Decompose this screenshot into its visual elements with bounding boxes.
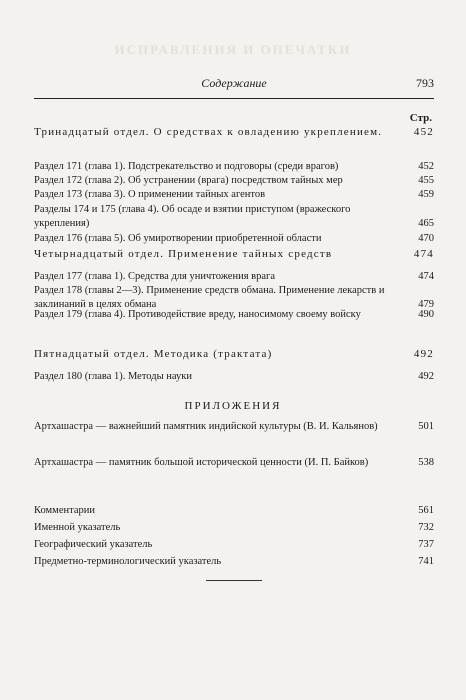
toc-entry[interactable] [34, 420, 434, 434]
toc-section-title: Четырнадцатый отдел. Применение тайных средств 474 [34, 248, 434, 260]
toc-entry-title: Разделы 174 и 175 (глава 4). Об осаде и взятии приступом (вражеского укрепления) [34, 204, 351, 229]
toc-entry[interactable] [34, 188, 434, 202]
toc-page-ref: 732 [418, 522, 434, 533]
toc-section-heading[interactable] [34, 126, 434, 140]
header-rule [34, 98, 434, 99]
toc-entry-title: Раздел 178 (главы 2—3). Применение средств обмана. Применение лекарств и заклинаний в целях обмана [34, 285, 385, 310]
toc-entry[interactable] [34, 504, 434, 518]
toc-entry[interactable] [34, 232, 434, 246]
appendices-heading: ПРИЛОЖЕНИЯ [184, 400, 282, 412]
toc-entry[interactable] [34, 270, 434, 284]
toc-entry-title: Раздел 176 (глава 5). Об умиротворении приобретенной области [34, 233, 322, 244]
toc-entry[interactable] [34, 203, 434, 230]
toc-page-ref: 474 [418, 271, 434, 282]
toc-entry-title: Раздел 172 (глава 2). Об устранении (врага) посредством тайных мер [34, 175, 343, 186]
toc-entry-title: Артхашастра — памятник большой исторической ценности (И. П. Байков) [34, 457, 369, 468]
toc-section-heading[interactable] [34, 348, 434, 362]
toc-page-ref: 474 [413, 248, 434, 260]
toc-entry[interactable] [34, 456, 434, 470]
toc-section-heading[interactable] [34, 248, 434, 262]
toc-page-ref: 490 [418, 309, 434, 320]
toc-entry-title: Именной указатель [34, 522, 121, 533]
toc-section-title: Тринадцатый отдел. О средствах к овладению укреплением. 452 [34, 126, 434, 138]
end-rule [206, 580, 262, 581]
toc-page-ref: 479 [418, 298, 434, 310]
toc-entry[interactable] [34, 174, 434, 188]
page-column-heading: Стр. [409, 112, 432, 124]
toc-entry-title: Раздел 179 (глава 4). Противодействие вреду, наносимому своему войску [34, 309, 361, 320]
toc-entry-title: Раздел 180 (глава 1). Методы науки [34, 371, 192, 382]
toc-entry-title: Артхашастра — важнейший памятник индийской культуры (В. И. Кальянов) [34, 421, 378, 432]
running-title: Содержание [201, 76, 267, 90]
toc-page-ref: 470 [418, 233, 434, 244]
toc-page-ref: 561 [418, 505, 434, 516]
toc-page-ref: 452 [413, 126, 434, 138]
toc-section-title: Пятнадцатый отдел. Методика (трактата) 492 [34, 348, 434, 360]
toc-entry[interactable] [34, 160, 434, 174]
toc-page-ref: 501 [418, 421, 434, 432]
toc-entry-title: Раздел 173 (глава 3). О применении тайных агентов [34, 189, 266, 200]
toc-entry[interactable] [34, 284, 434, 311]
toc-page-ref: 492 [418, 371, 434, 382]
toc-entry[interactable] [34, 370, 434, 384]
toc-page-ref: 465 [418, 217, 434, 229]
bleed-through-text: ИСПРАВЛЕНИЯ И ОПЕЧАТКИ [114, 42, 352, 57]
toc-page-ref: 452 [418, 161, 434, 172]
toc-entry-title: Предметно-терминологический указатель [34, 556, 222, 567]
toc-entry-title: Раздел 171 (глава 1). Подстрекательство и подговоры (среди врагов) [34, 161, 339, 172]
toc-entry[interactable] [34, 555, 434, 569]
toc-entry[interactable] [34, 538, 434, 552]
toc-entry-title: Раздел 177 (глава 1). Средства для уничтожения врага [34, 271, 275, 282]
toc-page-ref: 459 [418, 189, 434, 200]
toc-page-ref: 492 [413, 348, 434, 360]
page-number: 793 [416, 76, 434, 90]
toc-entry-title: Географический указатель [34, 539, 153, 550]
toc-page-ref: 737 [418, 539, 434, 550]
toc-entry-title: Комментарии [34, 505, 95, 516]
toc-page-ref: 741 [418, 556, 434, 567]
toc-entry[interactable] [34, 308, 434, 322]
toc-page-ref: 538 [418, 457, 434, 468]
toc-page-ref: 455 [418, 175, 434, 186]
page-header [34, 76, 434, 94]
toc-entry[interactable] [34, 521, 434, 535]
